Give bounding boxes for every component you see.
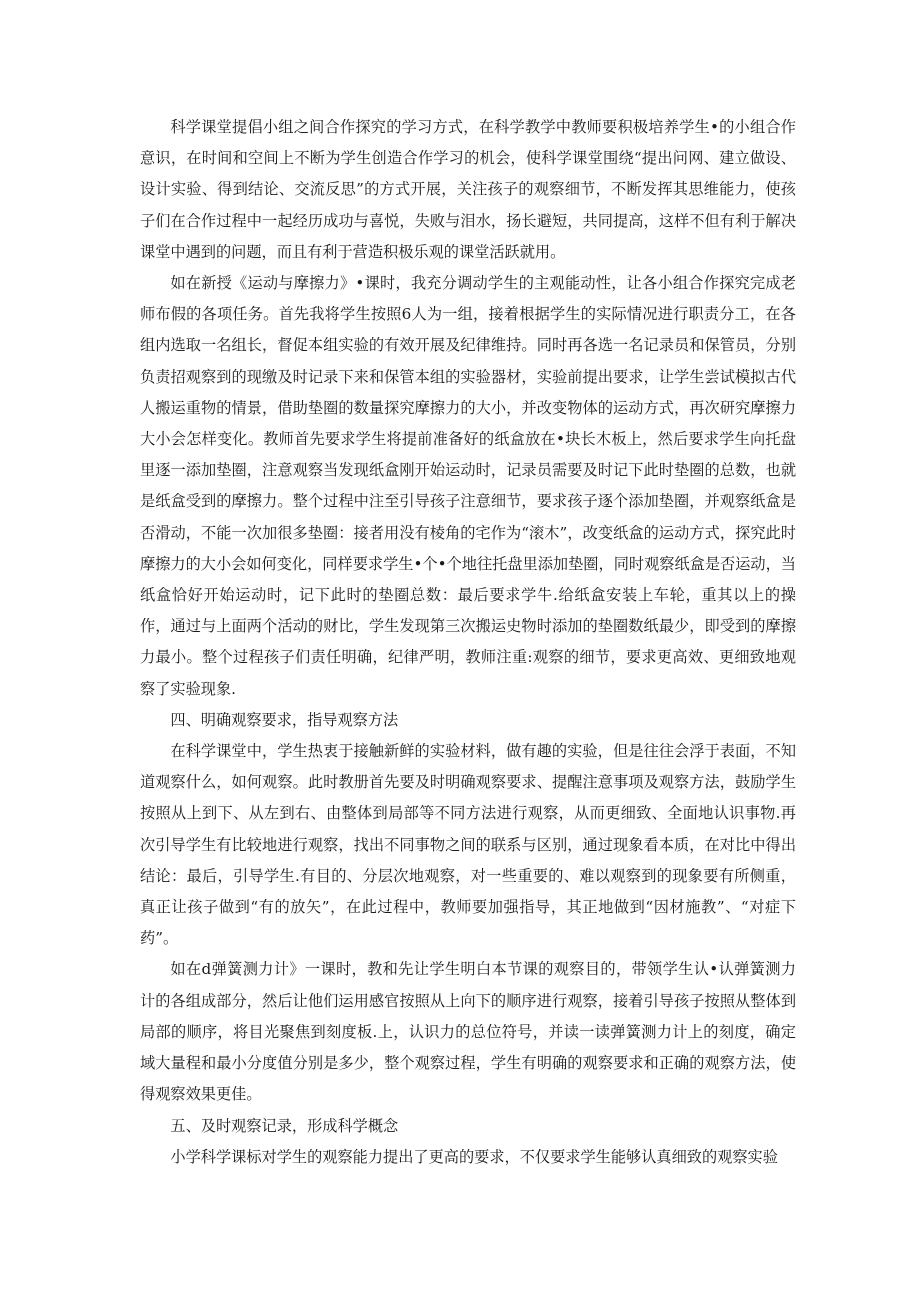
- paragraph-friction-lesson-example: 如在新授《运动与摩擦力》•课时，我充分调动学生的主观能动性，让各小组合作探究完成老师布假的各项任务。首先我将学生按照6人为一组，接着根据学生的实际情况进行职责分工，在各组内选取一名组长，督促本组实验的有效开展及纪律维持。同时再各选一名记录员和保管员，分别负责招观察到的现缴及时记录下来和保管本组的实验器材，实验前提出要求，让学生尝试模拟古代人搬运重物的情景，借助垫圈的数量探究摩擦力的大小，并改变物体的运动方式，再次研究摩擦力大小会怎样变化。教师首先要求学生将提前准备好的纸盒放在•块长木板上，然后要求学生向托盘里逐一添加垫圈，注意观察当发现纸盒刚开始运动时，记录员需要及时记下此时垫圈的总数，也就是纸盒受到的摩擦力。整个过程中注至引导孩子注意细节，要求孩子逐个添加垫圈，并观察纸盒是否滑动，不能一次加很多垫圈：接者用没有棱角的宅作为“滚木”，改变纸盒的运动方式，探究此时摩擦力的大小会如何变化，同样要求学生•个•个地往托盘里添加垫圈，同时观察纸盒是否运动，当纸盒恰好开始运动时，记下此时的垫圈总数：最后要求学牛.给纸盒安装上车轮，重其以上的操作，通过与上面两个活动的财比，学生发现第三次搬运史物时添加的垫圈数纸最少，即受到的摩擦力最小。整个过程孩子们责任明确，纪律严明，教师注重:观察的细节，要求更高效、更细致地观察了实验现象.: [140, 274, 796, 698]
- paragraph-observation-methods: 在科学课堂中，学生热衷于接触新鲜的实验材料，做有趣的实验，但是往往会浮于表面，不知道观察什么，如何观察。此时教册首先要及时明确观察要求、提醒注意事项及观察方法，鼓励学生按照从上到下、从左到右、由整体到局部等不同方法进行观察，从而更细致、全面地认识事物.再次引导学生有比较地进行观察，找出不同事物之间的联系与区别，通过现象看本质，在对比中得出结论：最后，引导学生.有目的、分层次地观察，对一些重要的、难以观察到的现象要有所侧重，真正让孩子做到“有的放矢”，在此过程中，教师要加强指导，其正地做到“因材施教”、“对症下药”。: [140, 742, 796, 948]
- paragraph-curriculum-standards: 小学科学课标对学生的观察能力提出了更高的要求，不仅要求学生能够认真细致的观察实验: [170, 1147, 778, 1166]
- paragraph-cooperative-learning: 科学课堂提倡小组之间合作探究的学习方式，在科学教学中教师要积极培养学生•的小组合作意识，在时间和空间上不断为学生创造合作学习的机会，使科学课堂围绕“提出问网、建立做设、设计实验、得到结论、交流反思”的方式开展，关注孩子的观察细节，不断发挥其思维能力，使孩子们在合作过程中一起经历成功与喜悦，失败与泪水，扬长避短，共同提高，这样不但有利于解决课堂中遇到的问题，而且有利于营造积极乐观的课堂活跃就用。: [140, 118, 796, 261]
- document-page: [140, 112, 796, 1173]
- section-heading-observation-records: 五、及时观察记录，形成科学概念: [170, 1116, 399, 1135]
- paragraph-spring-scale-example: 如在d弹簧测力计》一课时，教和先让学生明白本节课的观察目的，带领学生认•认弹簧测力计的各组成部分，然后让他们运用感官按照从上向下的顺序进行观察，接着引导孩子按照从整体到局部的顺序，将目光聚焦到刻度板.上，认识力的总位符号，并读一读弹簧测力计上的刻度，确定域大量程和最小分度值分别是多少，整个观察过程，学生有明确的观察要求和正确的观察方法，使得观察效果更佳。: [140, 960, 796, 1104]
- section-heading-observation-requirements: 四、明确观察要求，指导观察方法: [170, 710, 399, 729]
